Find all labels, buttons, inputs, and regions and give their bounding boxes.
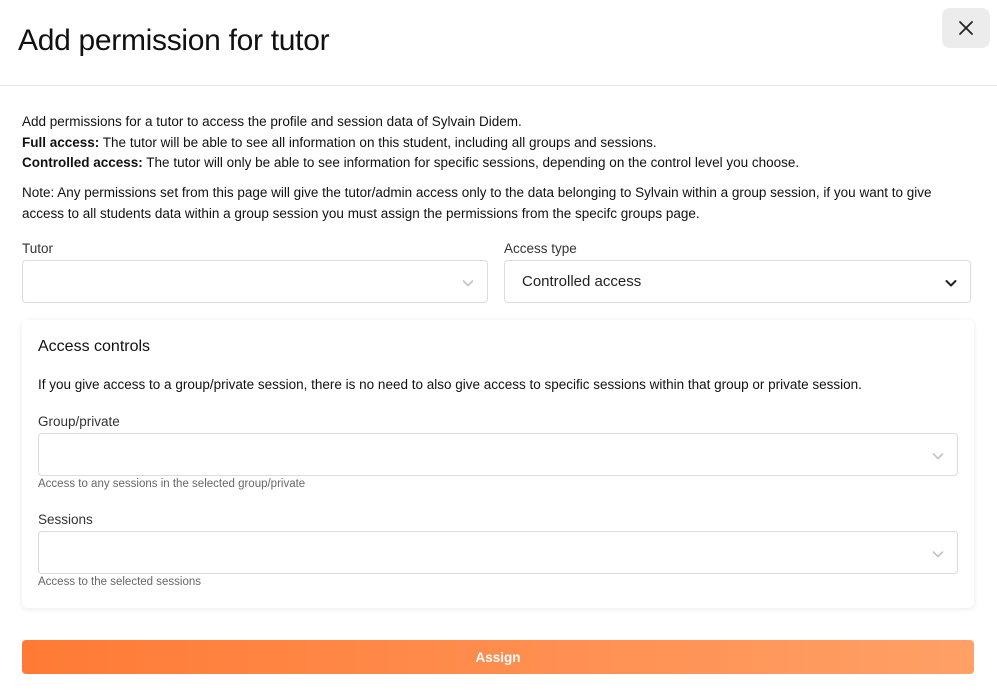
tutor-label: Tutor [22, 241, 54, 256]
chevron-down-icon [931, 449, 945, 463]
close-button[interactable] [942, 8, 990, 48]
chevron-down-icon [931, 547, 945, 561]
sessions-select[interactable] [38, 531, 958, 574]
access-controls-title: Access controls [38, 338, 151, 355]
intro-text [22, 112, 972, 224]
access-controls-description: If you give access to a group/private session, there is no need to also give access to specific sessions within that group or private session. [38, 377, 862, 392]
chevron-down-icon [944, 276, 958, 290]
assign-button[interactable]: Assign [22, 640, 974, 674]
access-type-value: Controlled access [522, 273, 642, 290]
controlled-access-label: Controlled access: [22, 155, 143, 170]
sessions-label: Sessions [38, 512, 93, 527]
sessions-helper: Access to the selected sessions [38, 576, 201, 588]
modal-title: Add permission for tutor [18, 24, 330, 57]
access-type-select[interactable] [504, 260, 971, 303]
controlled-access-line [22, 153, 972, 174]
full-access-text: The tutor will be able to see all information on this student, including all groups and sessions. [99, 134, 657, 150]
group-private-label: Group/private [38, 414, 120, 429]
controlled-access-text: The tutor will only be able to see information for specific sessions, depending on the control level you choose. [142, 155, 800, 170]
group-private-helper: Access to any sessions in the selected group/private [38, 478, 306, 490]
access-type-label: Access type [504, 241, 577, 256]
close-icon [958, 20, 974, 36]
access-controls-card [22, 320, 974, 608]
group-private-select[interactable] [38, 433, 958, 476]
intro-line: Add permissions for a tutor to access the profile and session data of Sylvain Didem. [22, 114, 522, 129]
full-access-line [22, 133, 972, 154]
note-text: Note: Any permissions set from this page will give the tutor/admin access only to the data belonging to Sylvain within a group session, if you want to give access to all students data within a group session you must assign the permissions from the specifc groups page. [22, 184, 932, 221]
modal-header [0, 0, 997, 86]
full-access-label: Full access: [22, 134, 100, 150]
chevron-down-icon [461, 276, 475, 290]
tutor-select[interactable] [22, 260, 488, 303]
